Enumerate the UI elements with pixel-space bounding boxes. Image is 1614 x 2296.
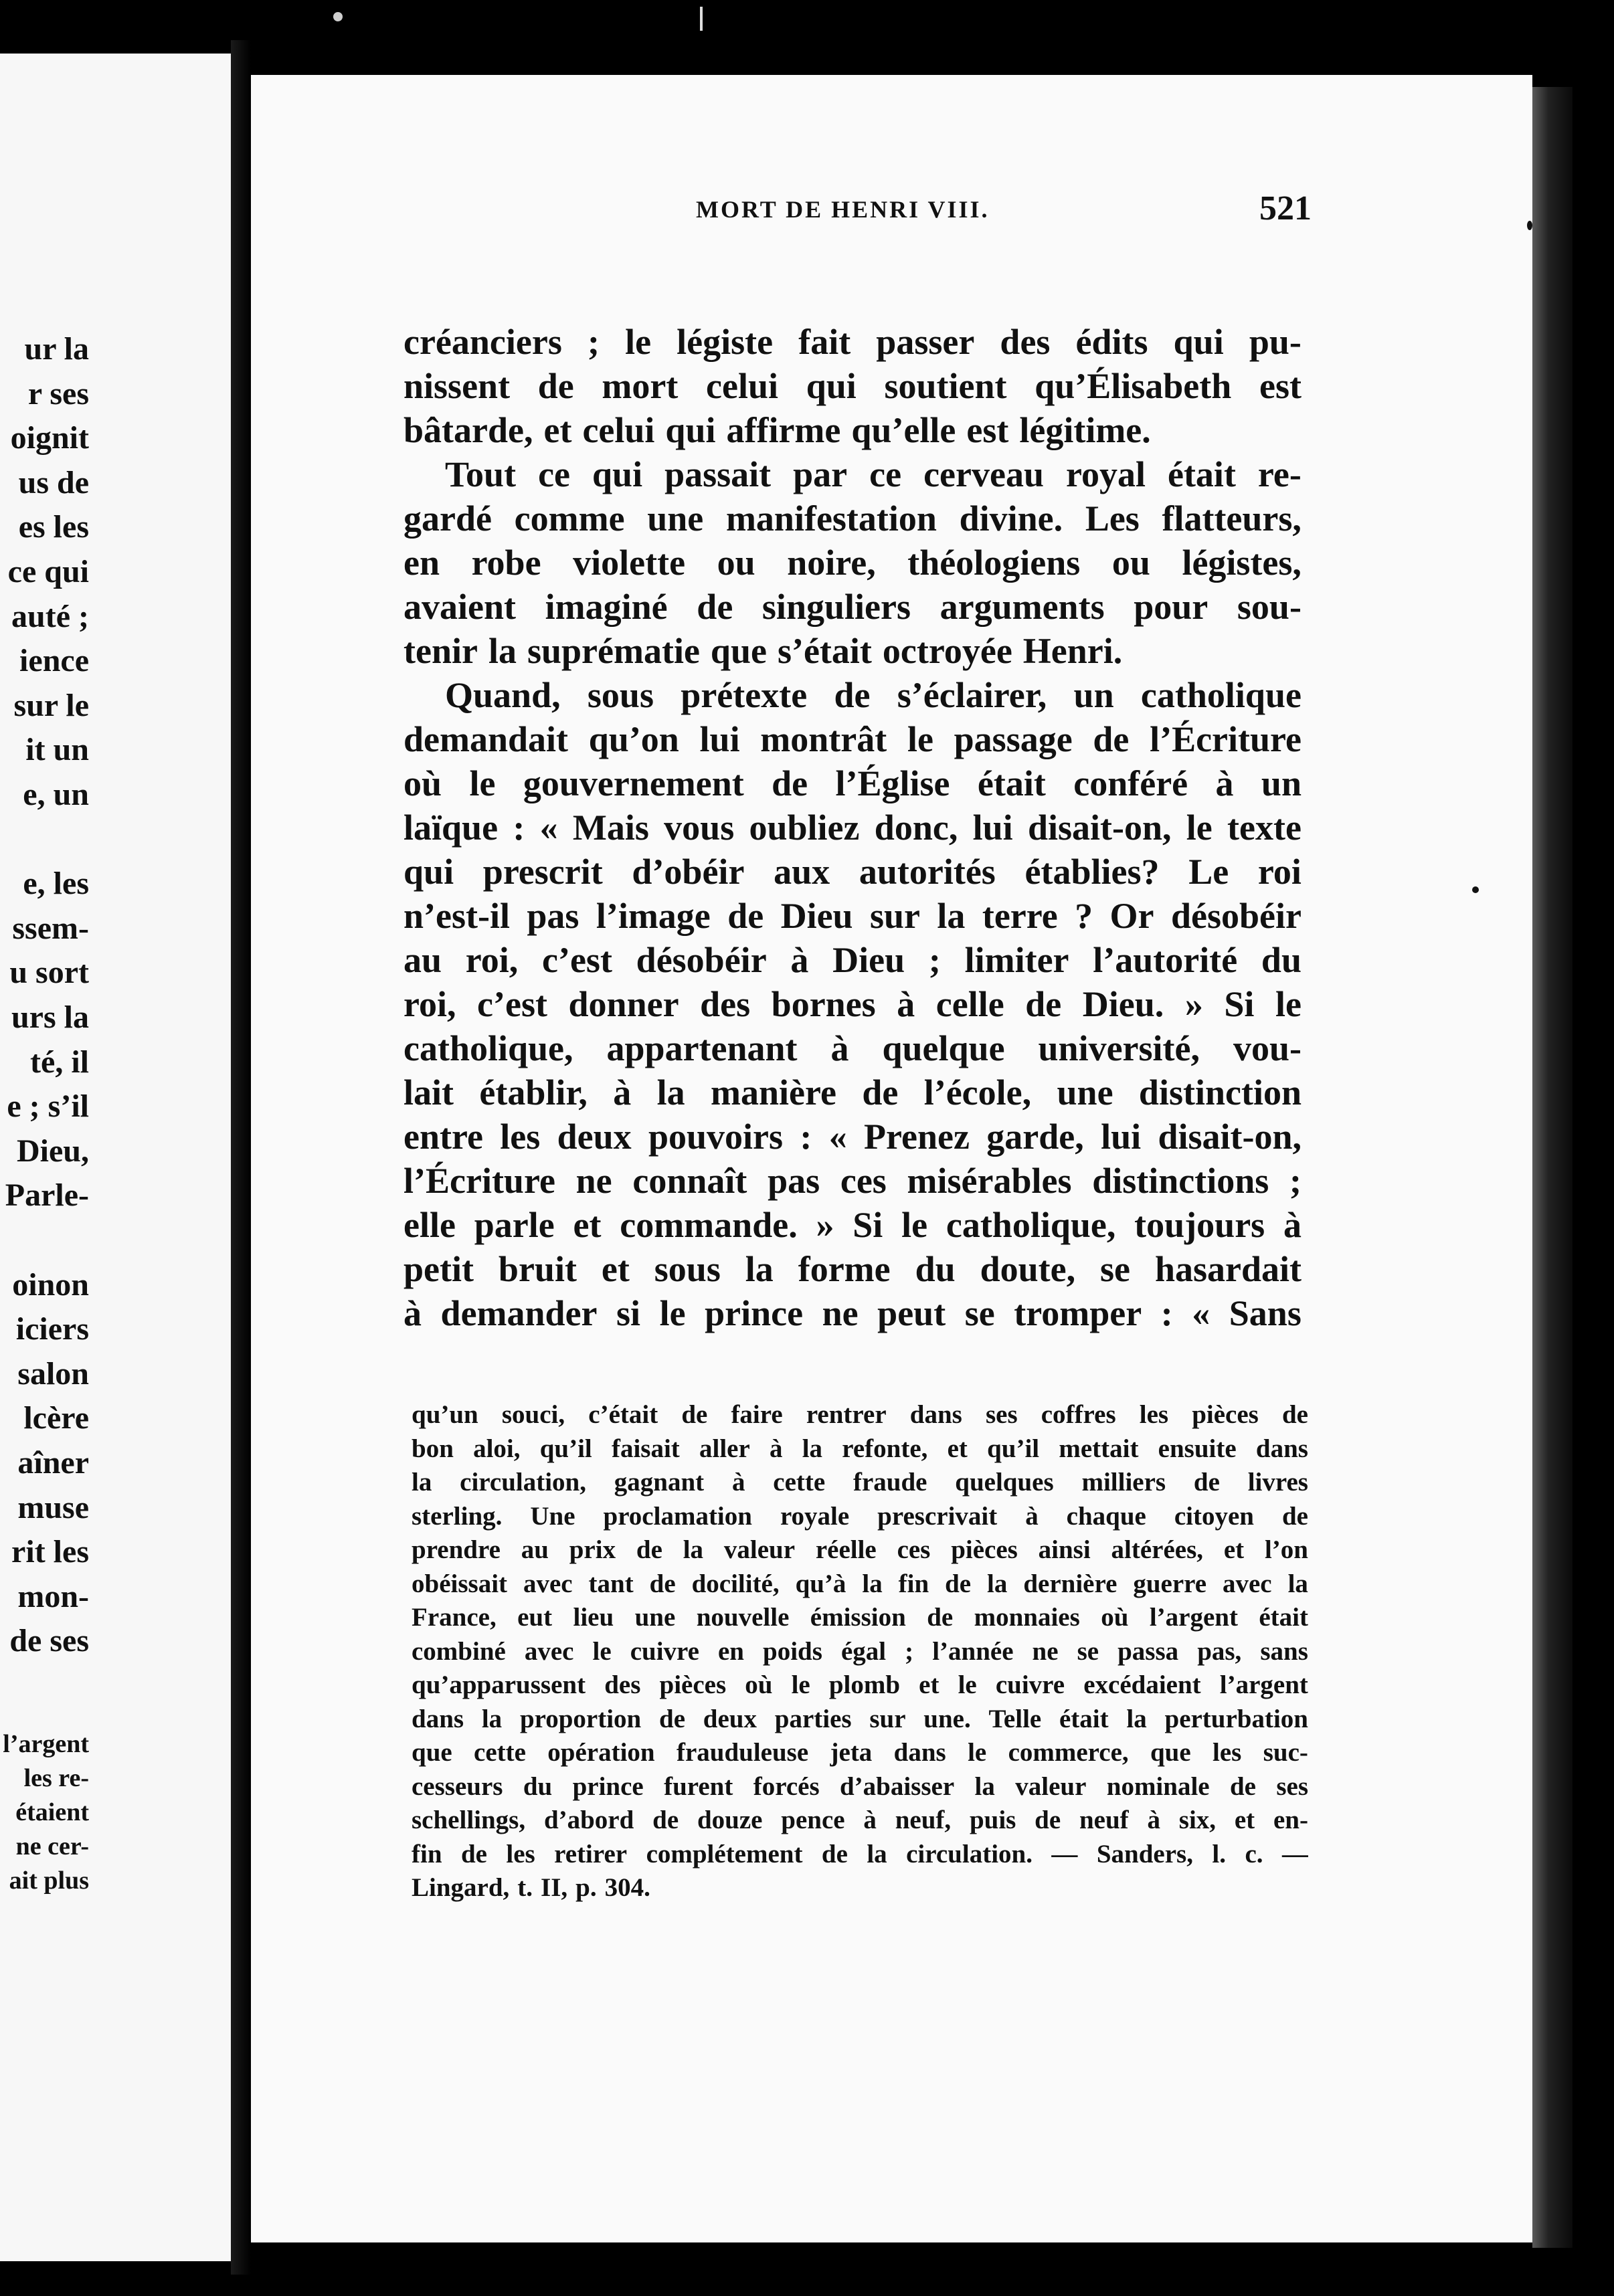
scan-mark bbox=[700, 7, 703, 31]
previous-page-line: mon- bbox=[17, 1578, 89, 1614]
footnote-line: France, eut lieu une nouvelle émission de monnaies où l’argent était bbox=[412, 1603, 1308, 1632]
page-edge-shadow bbox=[1532, 87, 1573, 2248]
previous-page-line: ience bbox=[19, 643, 89, 679]
text-line: qui prescrit d’obéir aux autorités établies? Le roi bbox=[404, 852, 1302, 892]
text-line: gardé comme une manifestation divine. Les flatteurs, bbox=[404, 498, 1302, 539]
footnote-line: sterling. Une proclamation royale prescrivait à chaque citoyen de bbox=[412, 1501, 1308, 1531]
previous-page-line: iciers bbox=[15, 1311, 89, 1347]
text-line: nissent de mort celui qui soutient qu’Élisabeth est bbox=[404, 366, 1302, 406]
previous-page-line: ssem- bbox=[12, 910, 89, 946]
previous-page-footnote-line: les re- bbox=[23, 1764, 89, 1792]
footnote-line: prendre au prix de la valeur réelle ces pièces ainsi altérées, et l’on bbox=[412, 1535, 1308, 1564]
footnote-line: Lingard, t. II, p. 304. bbox=[412, 1873, 650, 1902]
previous-page-line: de ses bbox=[9, 1623, 89, 1659]
footnote-line: la circulation, gagnant à cette fraude quelques milliers de livres bbox=[412, 1468, 1308, 1497]
previous-page-footnote-line: ne cer- bbox=[15, 1832, 89, 1860]
previous-page-line: e, un bbox=[23, 777, 89, 812]
previous-page-line: Parle- bbox=[5, 1177, 89, 1214]
previous-page-line: u sort bbox=[9, 955, 89, 991]
text-line: où le gouvernement de l’Église était conféré à un bbox=[404, 763, 1302, 803]
previous-page-footnote-line: l’argent bbox=[3, 1730, 89, 1758]
text-line: avaient imaginé de singuliers arguments pour sou- bbox=[404, 587, 1302, 627]
previous-page-footnote-line: étaient bbox=[15, 1798, 89, 1826]
previous-page-line: rit les bbox=[11, 1534, 89, 1570]
running-head bbox=[435, 189, 1312, 229]
text-line: Quand, sous prétexte de s’éclairer, un catholique bbox=[445, 675, 1302, 715]
text-line: n’est-il pas l’image de Dieu sur la terre ? Or désobéir bbox=[404, 896, 1302, 936]
previous-page-line: ce qui bbox=[7, 554, 89, 589]
footnote-line: qu’un souci, c’était de faire rentrer dans ses coffres les pièces de bbox=[412, 1400, 1308, 1429]
text-line: bâtarde, et celui qui affirme qu’elle est légitime. bbox=[404, 410, 1151, 450]
footnote bbox=[412, 1398, 1308, 1905]
footnote-line: fin de les retirer complétement de la circulation. — Sanders, l. c. — bbox=[412, 1839, 1308, 1869]
previous-page-line: muse bbox=[17, 1489, 89, 1525]
previous-page-line: oinon bbox=[12, 1266, 89, 1303]
previous-page-line: es les bbox=[18, 509, 89, 545]
footnote-line: bon aloi, qu’il faisait aller à la refonte, et qu’il mettait ensuite dans bbox=[412, 1434, 1308, 1463]
previous-page-line: it un bbox=[25, 732, 89, 768]
previous-page-line: e ; s’il bbox=[7, 1088, 89, 1125]
text-line: lait établir, à la manière de l’école, une distinction bbox=[404, 1072, 1302, 1113]
text-line: l’Écriture ne connaît pas ces misérables distinctions ; bbox=[404, 1161, 1302, 1201]
text-line: demandait qu’on lui montrât le passage de l’Écriture bbox=[404, 719, 1302, 759]
ink-speck bbox=[333, 12, 343, 21]
previous-page-line: lcère bbox=[23, 1400, 89, 1436]
footnote-line: schellings, d’abord de douze pence à neuf, puis de neuf à six, et en- bbox=[412, 1806, 1308, 1834]
previous-page-footnote-line: ait plus bbox=[9, 1867, 89, 1895]
previous-page-line: urs la bbox=[11, 999, 89, 1035]
running-title: MORT DE HENRI VIII. bbox=[696, 196, 990, 223]
text-line: entre les deux pouvoirs : « Prenez garde, lui disait-on, bbox=[404, 1117, 1302, 1157]
previous-page-line: ur la bbox=[24, 331, 89, 367]
text-line: roi, c’est donner des bornes à celle de Dieu. » Si le bbox=[404, 984, 1302, 1024]
text-line: tenir la suprématie que s’était octroyée Henri. bbox=[404, 631, 1123, 671]
previous-page-line: aîner bbox=[17, 1445, 89, 1480]
footnote-line: que cette opération frauduleuse jeta dans le commerce, que les suc- bbox=[412, 1738, 1308, 1767]
previous-page-edge bbox=[0, 54, 231, 2261]
text-line: catholique, appartenant à quelque université, vou- bbox=[404, 1028, 1302, 1068]
text-line: au roi, c’est désobéir à Dieu ; limiter l’autorité du bbox=[404, 940, 1302, 980]
previous-page-line: us de bbox=[18, 464, 89, 500]
text-line: à demander si le prince ne peut se tromper : « Sans bbox=[404, 1293, 1302, 1333]
book-gutter bbox=[231, 40, 251, 2275]
previous-page-line: sur le bbox=[13, 687, 89, 723]
ink-speck bbox=[1527, 221, 1532, 230]
footnote-line: combiné avec le cuivre en poids égal ; l’année ne se passa pas, sans bbox=[412, 1636, 1308, 1666]
footnote-line: qu’apparussent des pièces où le plomb et le cuivre excédaient l’argent bbox=[412, 1670, 1308, 1699]
footnote-line: cesseurs du prince furent forcés d’abaisser la valeur nominale de ses bbox=[412, 1772, 1308, 1801]
previous-page-line: Dieu, bbox=[17, 1133, 89, 1169]
text-line: elle parle et commande. » Si le catholique, toujours à bbox=[404, 1205, 1302, 1245]
previous-page-line: oignit bbox=[10, 420, 89, 456]
previous-page-line: té, il bbox=[30, 1044, 89, 1080]
text-line: créanciers ; le légiste fait passer des édits qui pu- bbox=[404, 322, 1302, 362]
previous-page-line: auté ; bbox=[11, 598, 89, 634]
text-line: petit bruit et sous la forme du doute, se hasardait bbox=[404, 1249, 1302, 1289]
ink-speck bbox=[1472, 886, 1479, 893]
previous-page-line: e, les bbox=[23, 866, 89, 902]
footnote-line: obéissait avec tant de docilité, qu’à la fin de la dernière guerre avec la bbox=[412, 1569, 1308, 1598]
text-line: laïque : « Mais vous oubliez donc, lui disait-on, le texte bbox=[404, 807, 1302, 848]
text-line: en robe violette ou noire, théologiens ou légistes, bbox=[404, 543, 1302, 583]
main-text bbox=[404, 320, 1302, 1335]
previous-page-line: salon bbox=[17, 1355, 89, 1392]
page-number: 521 bbox=[1259, 189, 1312, 227]
footnote-line: dans la proportion de deux parties sur une. Telle était la perturbation bbox=[412, 1704, 1308, 1733]
text-line: Tout ce qui passait par ce cerveau royal était re- bbox=[445, 454, 1302, 494]
previous-page-line: r ses bbox=[27, 375, 89, 411]
